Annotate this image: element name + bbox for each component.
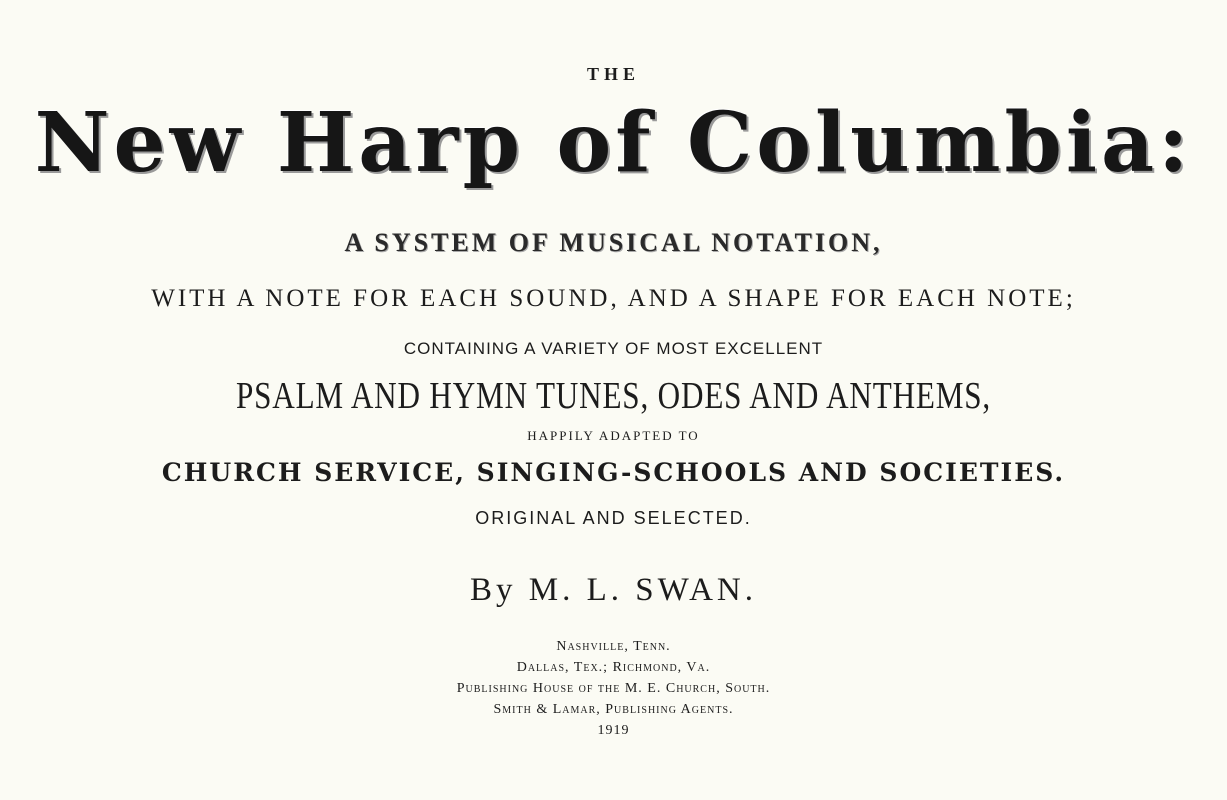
main-title: New Harp of Columbia: <box>34 95 1193 191</box>
subtitle-note: WITH A NOTE FOR EACH SOUND, AND A SHAPE FOR EACH NOTE; <box>151 285 1076 312</box>
imprint-agents: Smith & Lamar, Publishing Agents. <box>493 702 734 717</box>
imprint-city: Nashville, Tenn. <box>556 639 671 654</box>
subtitle-system: A SYSTEM OF MUSICAL NOTATION, <box>344 228 883 257</box>
church-line: CHURCH SERVICE, SINGING-SCHOOLS AND SOCIETIES. <box>161 458 1066 487</box>
original-line: ORIGINAL AND SELECTED. <box>475 508 752 528</box>
the-heading: THE <box>586 64 640 84</box>
happily-line: HAPPILY ADAPTED TO <box>527 428 700 443</box>
imprint-year: 1919 <box>597 723 630 738</box>
imprint-publisher: Publishing House of the M. E. Church, South. <box>456 681 771 696</box>
containing-line: CONTAINING A VARIETY OF MOST EXCELLENT <box>403 339 824 358</box>
author-line: By M. L. SWAN. <box>469 572 758 608</box>
psalm-line: PSALM AND HYMN TUNES, ODES AND ANTHEMS, <box>235 375 992 417</box>
imprint-cities: Dallas, Tex.; Richmond, Va. <box>516 660 711 675</box>
